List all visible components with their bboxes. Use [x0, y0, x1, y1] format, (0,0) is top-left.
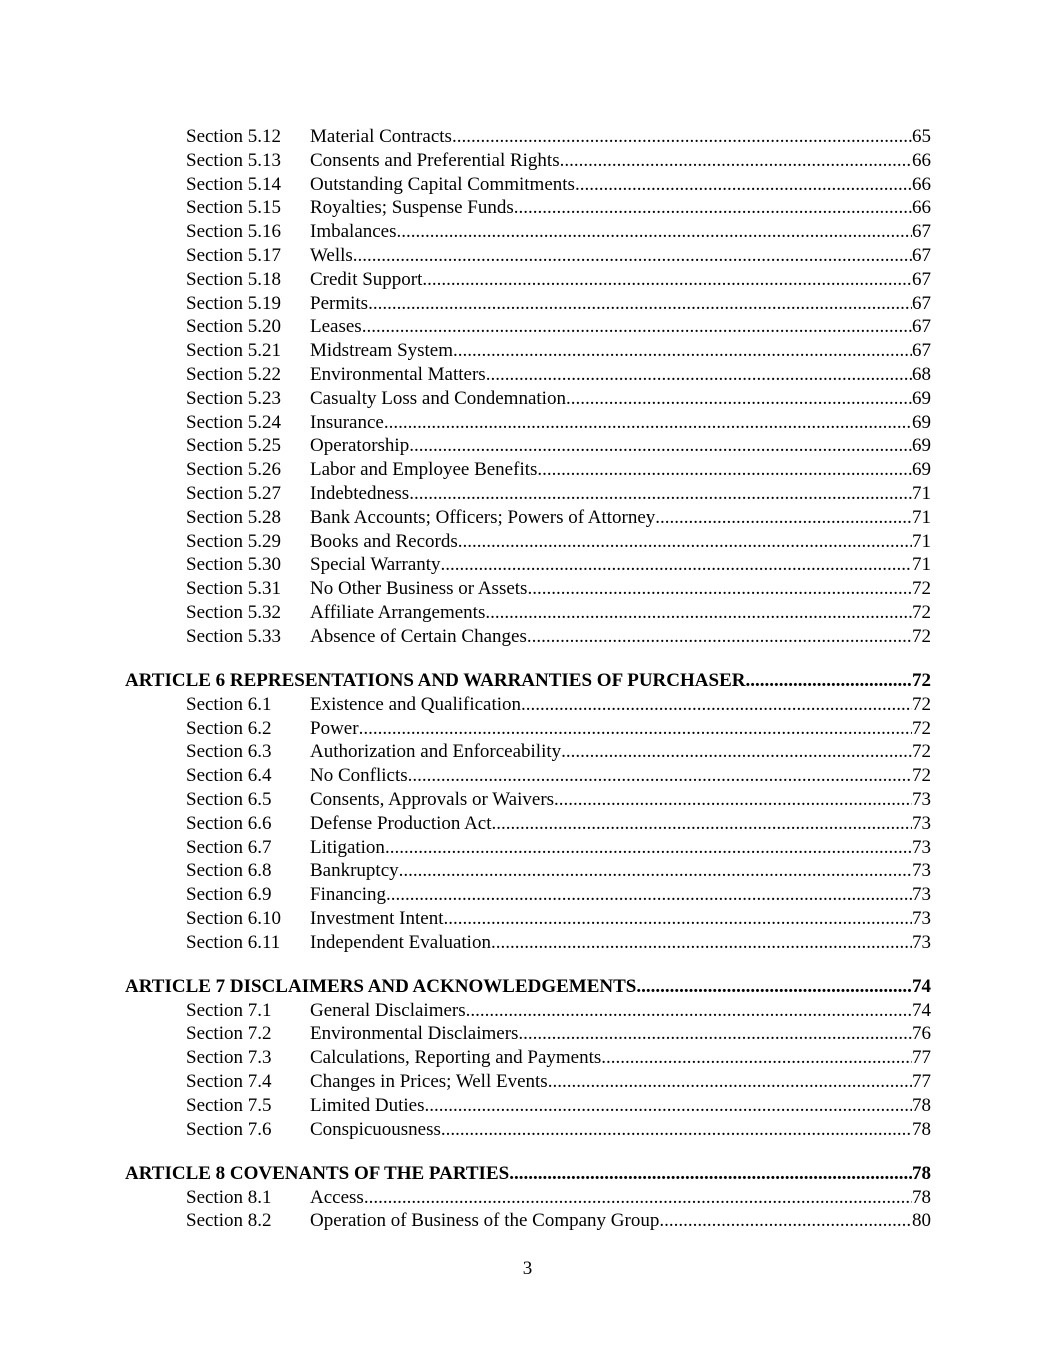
- toc-article-entry: [125, 975, 931, 999]
- section-number: Section 5.17: [186, 244, 281, 266]
- toc-section-entry: [125, 883, 931, 907]
- section-number: Section 5.15: [186, 197, 281, 219]
- toc-page-number: 72: [912, 601, 931, 623]
- toc-section-entry: [125, 244, 931, 268]
- toc-section-entry: [125, 1094, 931, 1118]
- section-title: Outstanding Capital Commitments: [310, 173, 575, 195]
- toc-section-entry: [125, 411, 931, 435]
- section-number: Section 5.27: [186, 482, 281, 504]
- toc-section-entry: [125, 125, 931, 149]
- dot-leader: [514, 196, 912, 220]
- section-number: Section 5.18: [186, 268, 281, 290]
- toc-page-number: 78: [912, 1186, 931, 1208]
- toc-section-entry: [125, 553, 931, 577]
- toc-section-entry: [125, 1070, 931, 1094]
- section-title: Operation of Business of the Company Group: [310, 1210, 660, 1232]
- dot-leader: [362, 315, 912, 339]
- section-title: Indebtedness: [310, 482, 410, 504]
- toc-page-number: 65: [912, 126, 931, 147]
- toc-section-entry: [125, 482, 931, 506]
- dot-leader: [518, 1022, 912, 1046]
- toc-page-number: 67: [912, 292, 931, 314]
- dot-leader: [386, 883, 912, 907]
- dot-leader: [527, 577, 912, 601]
- section-number: Section 5.21: [186, 340, 281, 362]
- section-title: Special Warranty: [310, 554, 441, 576]
- section-number: Section 6.8: [186, 860, 272, 882]
- section-title: Authorization and Enforceability: [310, 741, 562, 763]
- section-number: Section 7.2: [186, 1023, 272, 1045]
- section-title: Operatorship: [310, 435, 410, 457]
- section-number: Section 6.3: [186, 741, 272, 763]
- section-title: Material Contracts: [310, 126, 452, 147]
- toc-section-entry: [125, 1046, 931, 1070]
- toc-section-entry: [125, 693, 931, 717]
- toc-page-number: 73: [912, 788, 931, 810]
- section-number: Section 6.7: [186, 836, 272, 858]
- dot-leader: [409, 482, 912, 506]
- toc-page-number: 71: [912, 530, 931, 552]
- section-number: Section 5.29: [186, 530, 281, 552]
- toc-section-entry: [125, 836, 931, 860]
- section-number: Section 5.22: [186, 363, 281, 385]
- toc-page-number: 66: [912, 173, 931, 195]
- section-number: Section 5.25: [186, 435, 281, 457]
- dot-leader: [485, 601, 912, 625]
- article-title: ARTICLE 8 COVENANTS OF THE PARTIES: [125, 1162, 510, 1184]
- section-number: Section 5.23: [186, 387, 281, 409]
- toc-section-entry: [125, 788, 931, 812]
- toc-section-entry: [125, 149, 931, 173]
- section-number: Section 8.2: [186, 1210, 272, 1232]
- dot-leader: [399, 859, 912, 883]
- toc-section-entry: [125, 717, 931, 741]
- section-title: Environmental Matters: [310, 363, 486, 385]
- section-number: Section 6.1: [186, 693, 272, 715]
- toc-section-entry: [125, 196, 931, 220]
- toc-page-number: 68: [912, 363, 931, 385]
- section-title: Access: [310, 1186, 364, 1208]
- dot-leader: [491, 931, 912, 955]
- section-number: Section 5.30: [186, 554, 281, 576]
- dot-leader: [601, 1046, 912, 1070]
- toc-page-number: 66: [912, 149, 931, 171]
- toc-page-number: 73: [912, 860, 931, 882]
- toc-page-number: 72: [912, 693, 931, 715]
- dot-leader: [560, 149, 912, 173]
- toc-section-entry: [125, 931, 931, 955]
- dot-leader: [561, 740, 912, 764]
- toc-page-number: 77: [912, 1047, 931, 1069]
- section-number: Section 6.10: [186, 907, 281, 929]
- toc-article-entry: [125, 1162, 931, 1186]
- section-number: Section 7.4: [186, 1071, 272, 1093]
- section-number: Section 5.28: [186, 506, 281, 528]
- dot-leader: [521, 693, 912, 717]
- toc-section-entry: [125, 387, 931, 411]
- section-number: Section 5.16: [186, 221, 281, 243]
- toc-section-entry: [125, 506, 931, 530]
- dot-leader: [409, 434, 912, 458]
- dot-leader: [452, 125, 912, 149]
- toc-page-number: 78: [912, 1162, 931, 1184]
- toc-section-entry: [125, 812, 931, 836]
- toc-page-number: 66: [912, 197, 931, 219]
- toc-section-entry: [125, 1022, 931, 1046]
- toc-section-entry: [125, 530, 931, 554]
- article-title: ARTICLE 7 DISCLAIMERS AND ACKNOWLEDGEMENTS: [125, 975, 637, 997]
- section-title: Bankruptcy: [310, 860, 399, 882]
- dot-leader: [425, 1094, 912, 1118]
- toc-page-number: 73: [912, 884, 931, 906]
- dot-leader: [441, 553, 912, 577]
- toc-page-number: 72: [912, 741, 931, 763]
- section-number: Section 6.6: [186, 812, 272, 834]
- toc-section-entry: [125, 434, 931, 458]
- toc-section-entry: [125, 363, 931, 387]
- toc-page-number: 67: [912, 268, 931, 290]
- dot-leader: [486, 363, 912, 387]
- section-number: Section 6.2: [186, 717, 272, 739]
- dot-leader: [384, 411, 912, 435]
- dot-leader: [359, 717, 912, 741]
- toc-page-number: 73: [912, 812, 931, 834]
- dot-leader: [655, 506, 912, 530]
- toc-page-number: 73: [912, 931, 931, 953]
- toc-page-number: 78: [912, 1094, 931, 1116]
- toc-page-number: 72: [912, 625, 931, 647]
- dot-leader: [509, 1162, 912, 1186]
- section-title: Litigation: [310, 836, 385, 858]
- toc-page-number: 72: [912, 717, 931, 739]
- dot-leader: [441, 1118, 912, 1142]
- dot-leader: [466, 999, 912, 1023]
- dot-leader: [745, 669, 912, 693]
- dot-leader: [385, 836, 912, 860]
- toc-page-number: 71: [912, 506, 931, 528]
- dot-leader: [422, 268, 912, 292]
- toc-page-number: 71: [912, 554, 931, 576]
- section-number: Section 7.6: [186, 1118, 272, 1140]
- table-of-contents: [125, 125, 931, 1233]
- section-title: Credit Support: [310, 268, 423, 290]
- toc-section-entry: [125, 907, 931, 931]
- dot-leader: [537, 458, 912, 482]
- section-title: Royalties; Suspense Funds: [310, 197, 514, 219]
- section-title: Permits: [310, 292, 369, 314]
- section-title: Calculations, Reporting and Payments: [310, 1047, 602, 1069]
- toc-section-entry: [125, 1209, 931, 1233]
- toc-page-number: 67: [912, 340, 931, 362]
- toc-page-number: 72: [912, 578, 931, 600]
- section-title: Leases: [310, 316, 362, 338]
- dot-leader: [408, 764, 912, 788]
- toc-section-entry: [125, 268, 931, 292]
- toc-section-entry: [125, 859, 931, 883]
- section-number: Section 5.13: [186, 149, 281, 171]
- dot-leader: [527, 625, 912, 649]
- toc-page-number: 67: [912, 316, 931, 338]
- toc-page-number: 76: [912, 1023, 931, 1045]
- toc-page-number: 77: [912, 1071, 931, 1093]
- section-title: Wells: [310, 244, 353, 266]
- toc-page-number: 80: [912, 1210, 931, 1232]
- article-title: ARTICLE 6 REPRESENTATIONS AND WARRANTIES OF PURCHASER: [125, 669, 746, 691]
- section-title: Existence and Qualification: [310, 693, 522, 715]
- section-number: Section 7.5: [186, 1094, 272, 1116]
- section-title: Labor and Employee Benefits: [310, 459, 538, 481]
- dot-leader: [364, 1186, 912, 1210]
- section-number: Section 5.32: [186, 601, 281, 623]
- section-title: Financing: [310, 884, 386, 906]
- section-number: Section 6.9: [186, 884, 272, 906]
- toc-section-entry: [125, 292, 931, 316]
- section-title: Absence of Certain Changes: [310, 625, 527, 647]
- section-title: Defense Production Act: [310, 812, 492, 834]
- section-title: Books and Records: [310, 530, 458, 552]
- dot-leader: [554, 788, 912, 812]
- section-title: General Disclaimers: [310, 999, 466, 1021]
- section-number: Section 8.1: [186, 1186, 272, 1208]
- dot-leader: [636, 975, 912, 999]
- toc-section-entry: [125, 764, 931, 788]
- toc-section-entry: [125, 999, 931, 1023]
- section-title: Environmental Disclaimers: [310, 1023, 519, 1045]
- toc-section-entry: [125, 740, 931, 764]
- toc-page-number: 67: [912, 221, 931, 243]
- dot-leader: [492, 812, 912, 836]
- dot-leader: [659, 1209, 912, 1233]
- toc-page-number: 69: [912, 387, 931, 409]
- section-number: Section 5.19: [186, 292, 281, 314]
- section-title: Bank Accounts; Officers; Powers of Attorney: [310, 506, 656, 528]
- section-title: Consents, Approvals or Waivers: [310, 788, 555, 810]
- toc-page-number: 74: [912, 999, 931, 1021]
- section-number: Section 6.11: [186, 931, 281, 953]
- section-number: Section 5.20: [186, 316, 281, 338]
- toc-article-entry: [125, 669, 931, 693]
- section-title: Independent Evaluation: [310, 931, 491, 953]
- section-title: Limited Duties: [310, 1094, 425, 1116]
- toc-page-number: 71: [912, 482, 931, 504]
- toc-section-entry: [125, 1186, 931, 1210]
- section-title: Imbalances: [310, 221, 397, 243]
- dot-leader: [548, 1070, 912, 1094]
- section-title: Insurance: [310, 411, 384, 433]
- toc-page-number: 73: [912, 907, 931, 929]
- section-title: Affiliate Arrangements: [310, 601, 486, 623]
- toc-section-entry: [125, 625, 931, 649]
- toc-section-entry: [125, 1118, 931, 1142]
- section-number: Section 5.14: [186, 173, 281, 195]
- toc-page-number: 69: [912, 459, 931, 481]
- section-title: Consents and Preferential Rights: [310, 149, 560, 171]
- section-title: Midstream System: [310, 340, 454, 362]
- toc-page-number: 73: [912, 836, 931, 858]
- section-number: Section 6.5: [186, 788, 272, 810]
- toc-section-entry: [125, 339, 931, 363]
- dot-leader: [444, 907, 913, 931]
- toc-section-entry: [125, 315, 931, 339]
- dot-leader: [353, 244, 912, 268]
- section-number: Section 5.24: [186, 411, 281, 433]
- dot-leader: [368, 292, 912, 316]
- section-title: Casualty Loss and Condemnation: [310, 387, 566, 409]
- section-number: Section 5.12: [186, 126, 281, 147]
- section-title: Investment Intent: [310, 907, 444, 929]
- toc-page-number: 72: [912, 669, 931, 691]
- section-number: Section 7.1: [186, 999, 272, 1021]
- dot-leader: [397, 220, 912, 244]
- toc-page-number: 78: [912, 1118, 931, 1140]
- dot-leader: [566, 387, 912, 411]
- dot-leader: [453, 339, 912, 363]
- toc-page-number: 67: [912, 244, 931, 266]
- toc-page-number: 72: [912, 765, 931, 787]
- toc-section-entry: [125, 220, 931, 244]
- section-number: Section 5.26: [186, 459, 281, 481]
- toc-section-entry: [125, 458, 931, 482]
- toc-page-number: 69: [912, 435, 931, 457]
- section-number: Section 5.31: [186, 578, 281, 600]
- section-number: Section 7.3: [186, 1047, 272, 1069]
- toc-section-entry: [125, 173, 931, 197]
- section-title: Conspicuousness: [310, 1118, 441, 1140]
- section-number: Section 5.33: [186, 625, 281, 647]
- section-title: Power: [310, 717, 359, 739]
- section-title: No Conflicts: [310, 765, 408, 787]
- dot-leader: [575, 173, 912, 197]
- page-number: 3: [522, 1258, 533, 1279]
- section-title: Changes in Prices; Well Events: [310, 1071, 548, 1093]
- toc-page-number: 74: [912, 975, 931, 997]
- toc-page-number: 69: [912, 411, 931, 433]
- toc-section-entry: [125, 601, 931, 625]
- toc-section-entry: [125, 577, 931, 601]
- dot-leader: [458, 530, 912, 554]
- section-title: No Other Business or Assets: [310, 578, 528, 600]
- section-number: Section 6.4: [186, 765, 272, 787]
